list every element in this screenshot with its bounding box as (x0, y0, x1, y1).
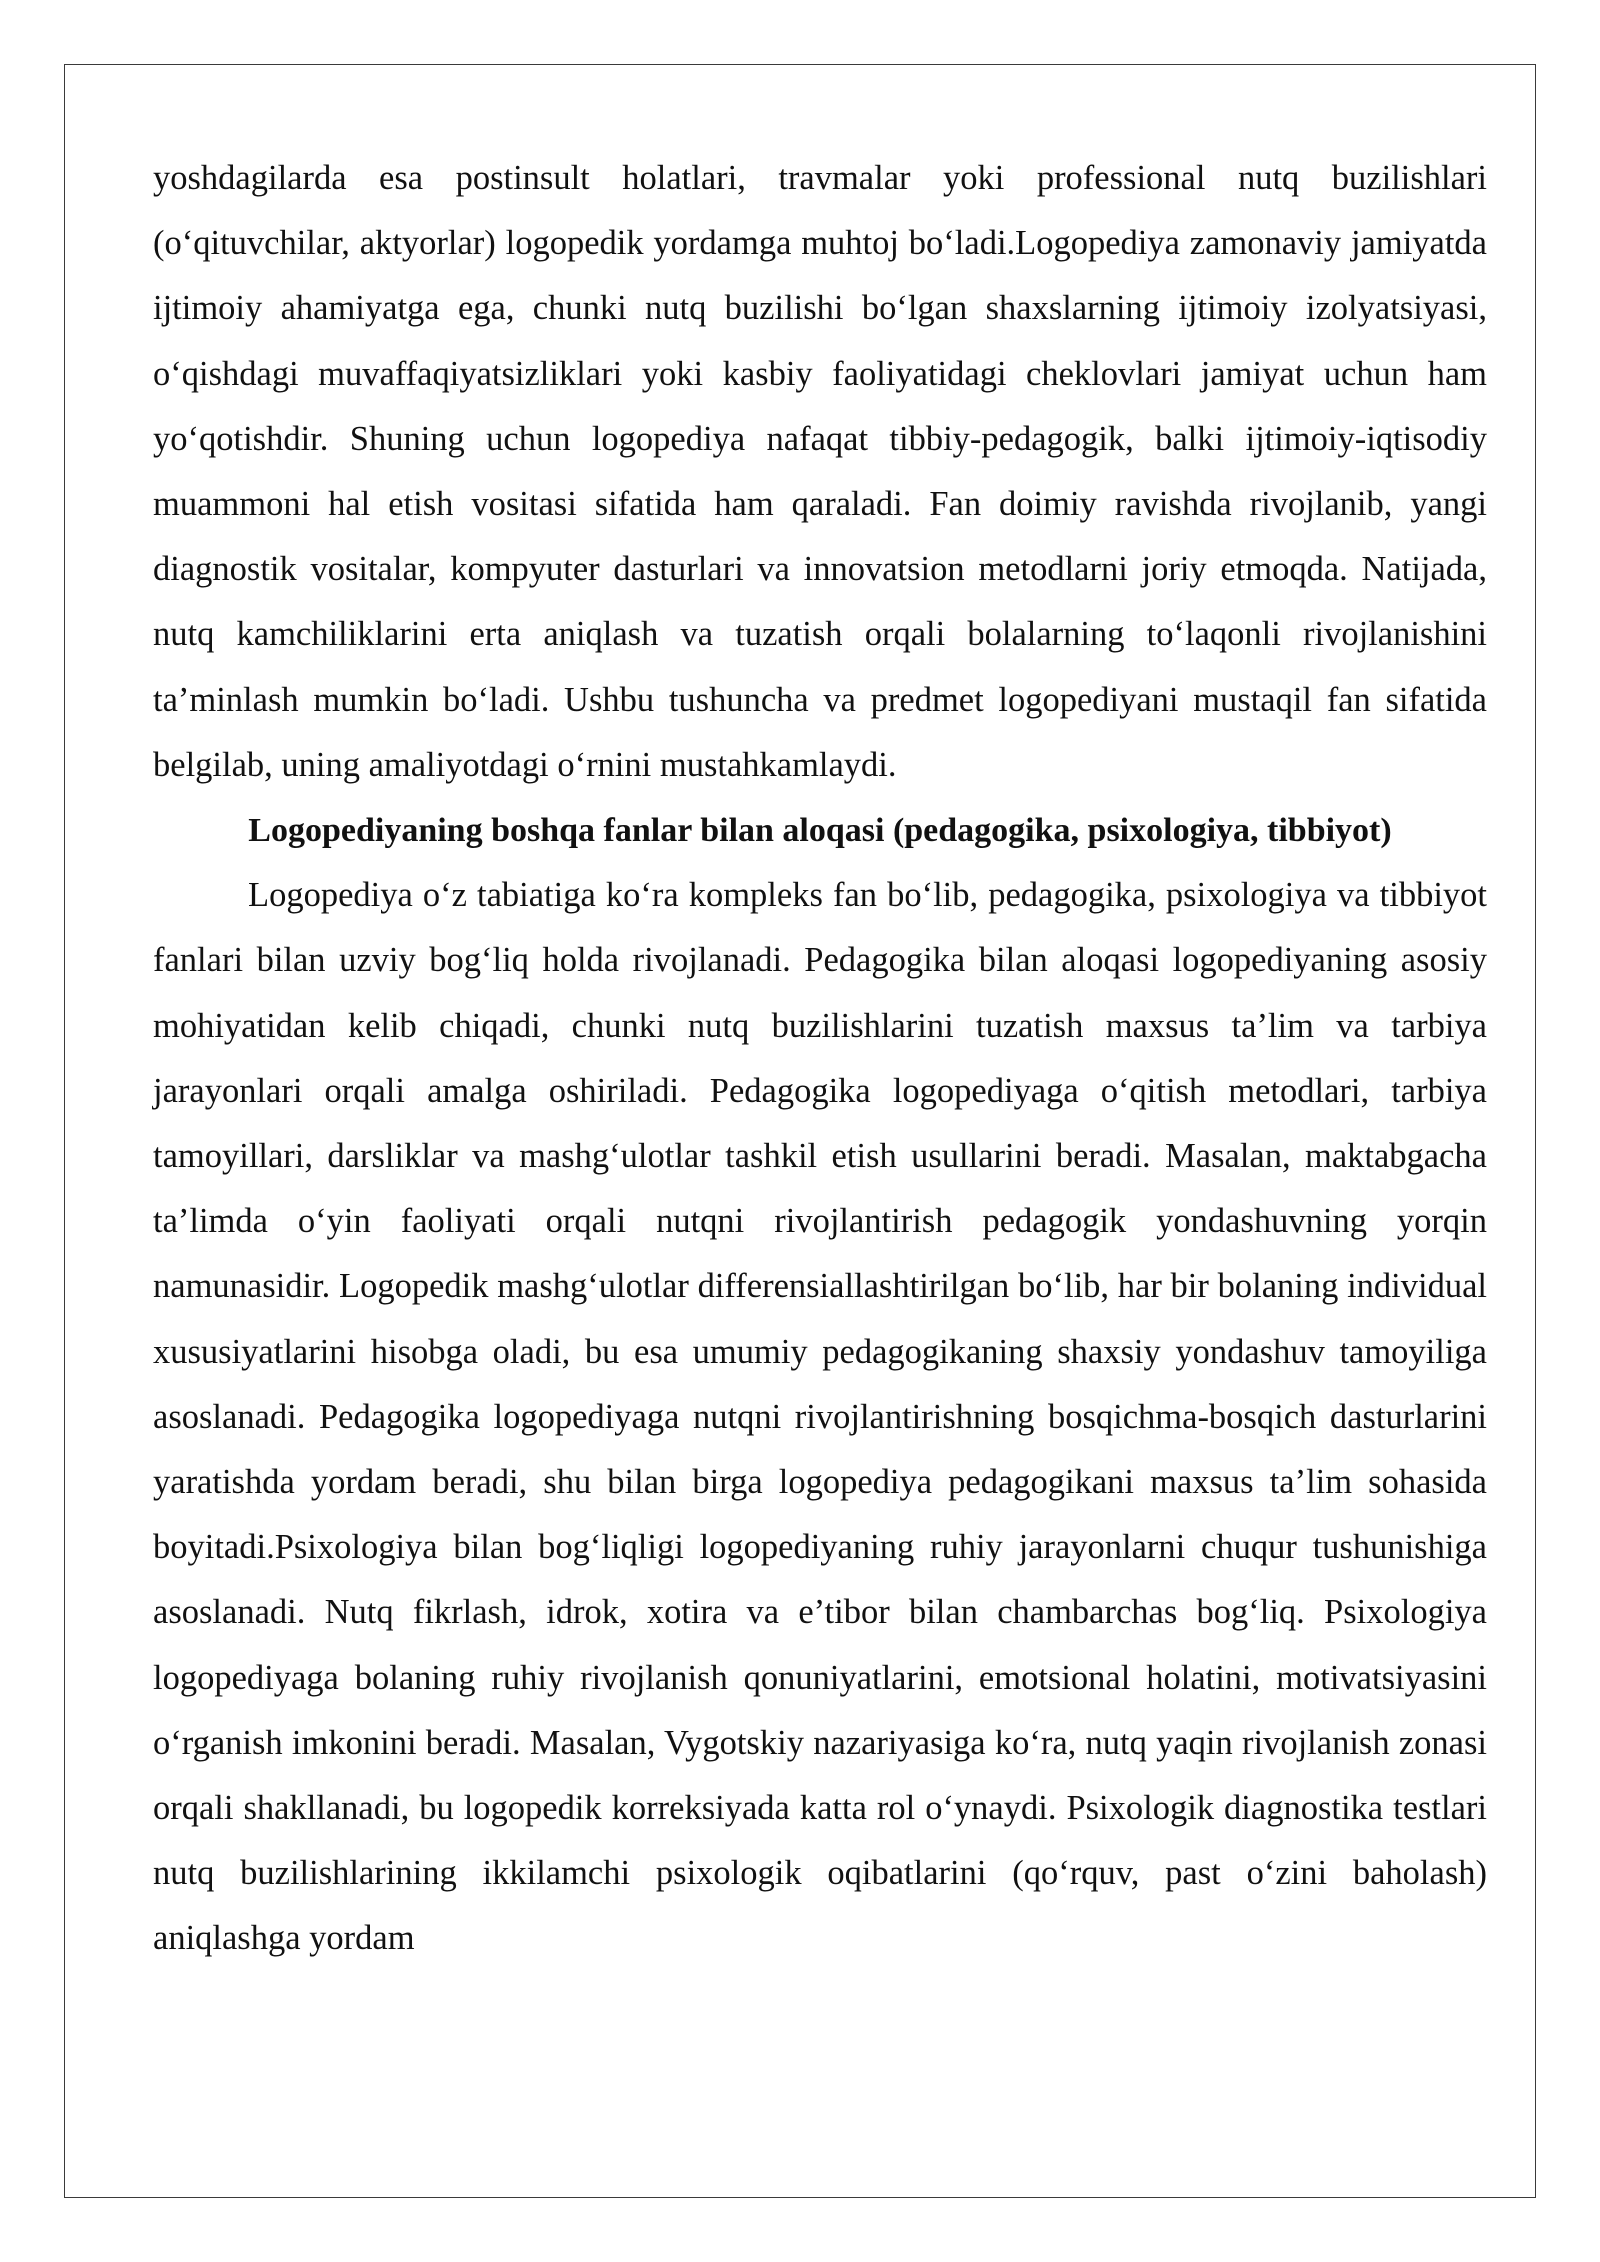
paragraph-interdisciplinary-links: Logopediya o‘z tabiatiga ko‘ra kompleks fan bo‘lib, pedagogika, psixologiya va tibbiyot fanlari bilan uzviy bog‘liq holda rivojlanadi. Pedagogika bilan aloqasi logopediyaning asosiy mohiyatidan kelib chiqadi, chunki nutq buzilishlarini tuzatish maxsus ta’lim va tarbiya jarayonlari orqali amalga oshiriladi. Pedagogika logopediyaga o‘qitish metodlari, tarbiya tamoyillari, darsliklar va mashg‘ulotlar tashkil etish usullarini beradi. Masalan, maktabgacha ta’limda o‘yin faoliyati orqali nutqni rivojlantirish pedagogik yondashuvning yorqin namunasidir. Logopedik mashg‘ulotlar differensiallashtirilgan bo‘lib, har bir bolaning individual xususiyatlarini hisobga oladi, bu esa umumiy pedagogikaning shaxsiy yondashuv tamoyiliga asoslanadi. Pedagogika logopediyaga nutqni rivojlantirishning bosqichma-bosqich dasturlarini yaratishda yordam beradi, shu bilan birga logopediya pedagogikani maxsus ta’lim sohasida boyitadi.Psixologiya bilan bog‘liqligi logopediyaning ruhiy jarayonlarni chuqur tushunishiga asoslanadi. Nutq fikrlash, idrok, xotira va e’tibor bilan chambarchas bog‘liq. Psixologiya logopediyaga bolaning ruhiy rivojlanish qonuniyatlarini, emotsional holatini, motivatsiyasini o‘rganish imkonini beradi. Masalan, Vygotskiy nazariyasiga ko‘ra, nutq yaqin rivojlanish zonasi orqali shakllanadi, bu logopedik korreksiyada katta rol o‘ynaydi. Psixologik diagnostika testlari nutq buzilishlarining ikkilamchi psixologik oqibatlarini (qo‘rquv, past o‘zini baholash) aniqlashga yordam (153, 876, 1487, 1958)
document-body (153, 146, 1487, 1972)
paragraph-logopedics-social-importance: yoshdagilarda esa postinsult holatlari, travmalar yoki professional nutq buzilishlari (o‘qituvchilar, aktyorlar) logopedik yordamga muhtoj bo‘ladi.Logopediya zamonaviy jamiyatda ijtimoiy ahamiyatga ega, chunki nutq buzilishi bo‘lgan shaxslarning ijtimoiy izolyatsiyasi, o‘qishdagi muvaffaqiyatsizliklari yoki kasbiy faoliyatidagi cheklovlari jamiyat uchun ham yo‘qotishdir. Shuning uchun logopediya nafaqat tibbiy-pedagogik, balki ijtimoiy-iqtisodiy muammoni hal etish vositasi sifatida ham qaraladi. Fan doimiy ravishda rivojlanib, yangi diagnostik vositalar, kompyuter dasturlari va innovatsion metodlarni joriy etmoqda. Natijada, nutq kamchiliklarini erta aniqlash va tuzatish orqali bolalarning to‘laqonli rivojlanishini ta’minlash mumkin bo‘ladi. Ushbu tushuncha va predmet logopediyani mustaqil fan sifatida belgilab, uning amaliyotdagi o‘rnini mustahkamlaydi. (153, 159, 1487, 784)
section-heading: Logopediyaning boshqa fanlar bilan aloqasi (pedagogika, psixologiya, tibbiyot) (248, 812, 1392, 850)
